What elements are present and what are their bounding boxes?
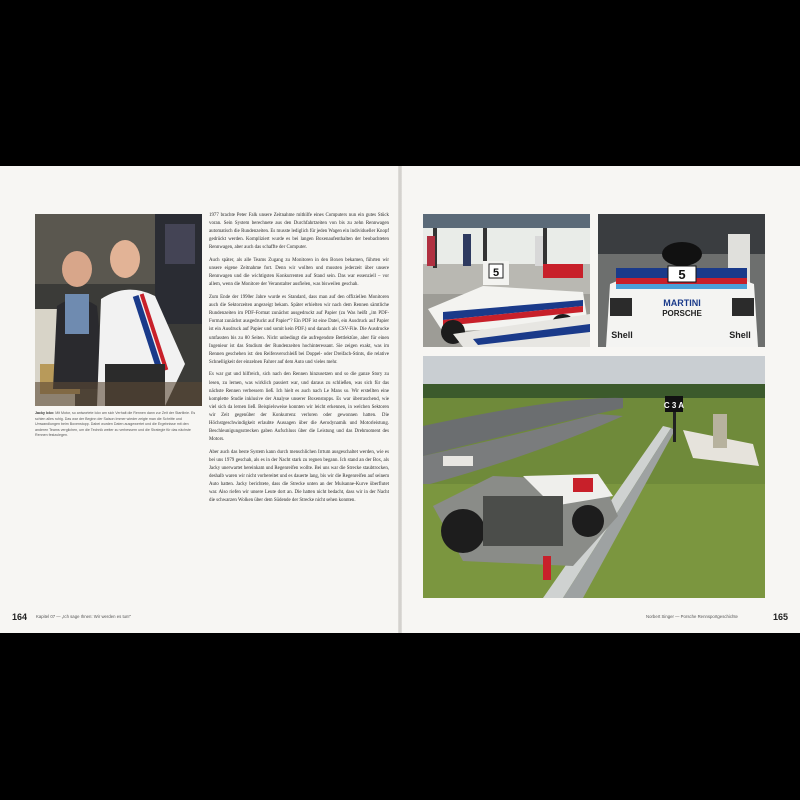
photo-pit-lane-car-image: [423, 214, 590, 347]
shell-logo-right: Shell: [729, 330, 751, 340]
caption-label: Jacky Ickx:: [35, 411, 55, 415]
caption-text: Mit Motor, so antwortete Ickx am sich Verhalt die Rennen dann zur Zeit der Startlinie. Es schien alles ruhig. Das war der Beginn der Saison Immer wieder zeigte man die Schritte und Umwandlungen beim Boxenstopp. Dabei wurden Daten ausgewertet und die Ergebnisse mit den anderen Teams verglichen, um die Technik weiter zu verbessern und die Strategie für das nächste Rennen festzulegen.: [35, 411, 196, 438]
martini-logo-text: MARTINI: [663, 298, 701, 308]
paragraph: Auch später, als alle Teams Zugang zu Monitoren in den Boxen bekamen, führten wir unsere eigene Zeitnahme fort. Denn wir wollten und mussten jederzeit über unsere Rennwagen und die wichtigsten Konkurrenten auf Stand sein. Das war essenziell – vor allem, wenn die Monitore der Veranstalter ausfielen, was bisweilen geschah.: [209, 258, 389, 288]
shell-logo-left: Shell: [611, 330, 633, 340]
book-spread: [0, 166, 800, 633]
paragraph: Zum Ende der 1990er Jahre wurde es Standard, dass man auf den offiziellen Monitoren auch die Sektorzeiten angezeigt bekam. Später erhielten wir nach dem Rennen sämtliche Rundenzeiten im PDF-Format zunächst ausgedruckt auf Papier (zu Was heißt „im PDF-Format zunächst ausgedruckt auf Papier“? Ein PDF ist eine Datei, ein Ausdruck auf Papier ist ein Ausdruck auf Papier und somit kein PDF.) und danach als CSV-File. Die Ausdrucke umfassten bis zu 80 Seiten. Nicht unbedingt die aufregendste Bettlektüre, aber für einen Ingenieur ist das Studium der Rundenzeiten hochinteressant. Sie zeigen exakt, was im Rennen geschehen ist: den Reifenverschleiß bei Doppel- oder Dreifach-Stints, die relative Schnelligkeit der einzelnen Fahrer auf dem Auto und vieles mehr.: [209, 295, 389, 365]
photo-two-men-pit: [35, 214, 202, 406]
paragraph: Es war gut und hilfreich, sich nach den Rennen hinzusetzen und so die ganze Story zu lesen, zu lernen, was wirklich passiert war, und daraus zu schließen, was sich für das nächste Rennen verbessern ließ. Ich hielt es auch nach Le Mans so. Wir erstellten eine komplette Studie inklusive der Analyse unserer Boxenstopps. Es war überraschend, wie viel sich da lernen ließ. Beispielsweise konnten wir leicht erkennen, in welchen Sektoren wir Zeit gegenüber der Konkurrenz verloren oder gewonnen hatten. Die Höchstgeschwindigkeit erlaubte Aussagen über die Aerodynamik und Motorleistung. Beschleunigungsstrecken gaben Aufschluss über die Leistung und das Drehmoment des Motors.: [209, 372, 389, 443]
photo-two-men-pit-image: [35, 214, 202, 406]
page-gutter: [398, 166, 402, 633]
paragraph: Aber auch das beste System kann durch menschlichen Irrtum ausgeschaltet werden, wie es bei uns 1979 geschah, als es in der Nacht stark zu regnen begann. Ich stand an der Box, als Jacky unerwartet hereinkam und Regenreifen wollte. Bei uns war die Strecke staubtrocken, deshalb waren wir nicht vorbereitet und es dauerte lang, bis wir die Regenreifen auf seinem Auto hatten. Jacky berichtete, dass die Strecke unten an der Mulsanne-Kurve überflutet war. Also riefen wir unsere Leute dort an. Die hatten nicht bedacht, dass wir in der Nacht die schwarzen Wolken über dem Südende der Strecke nicht sehen konnten.: [209, 449, 389, 504]
car-number-text: 5: [492, 267, 500, 279]
left-running-head: Kapitel 07 — „Ich sage Ihnen: Wir werden es tun!“: [36, 614, 132, 619]
photo-wrecked-car-guardrail: [423, 356, 765, 598]
right-running-head: Norbert Singer — Porsche Rennsportgeschichte: [646, 614, 738, 619]
porsche-logo-text: PORSCHE: [662, 309, 702, 318]
body-text-column: [209, 212, 389, 510]
photo-martini-porsche-front-image: [598, 214, 765, 347]
photo-wrecked-car-image: [423, 356, 765, 598]
paragraph: 1977 brachte Peter Falk unsere Zeitnahme mithilfe eines Computers nun ein gutes Stück voran. Sein System berechnete aus den Durchfahrtzeiten von bis zu zehn Rennwagen automatisch die Rundenzeiten. Es musste lediglich für jeden Wagen ein individueller Knopf gedrückt werden. Kompliziert wurde es bei langen Boxenaufenthalten der beobachteten Rennwagen, aber auch das schaffte der Computer.: [209, 213, 389, 251]
car-number-text: 5: [678, 267, 686, 282]
right-page-number: 165: [773, 612, 789, 622]
photo-caption: [35, 411, 199, 439]
roadside-sign-text: C 3 A: [663, 401, 685, 410]
photo-martini-porsche-front: [598, 214, 765, 347]
photo-pit-lane-car: [423, 214, 590, 347]
left-page-number: 164: [12, 612, 28, 622]
